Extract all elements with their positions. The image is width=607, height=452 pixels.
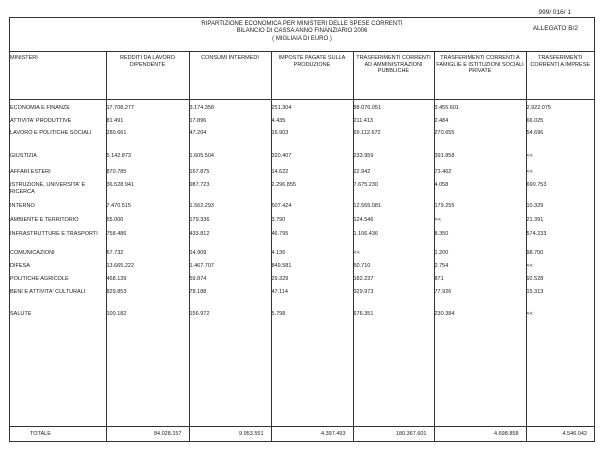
- table-cell-value: 16.903: [271, 130, 289, 136]
- table-cell-value: 1.467.707: [189, 263, 214, 269]
- table-cell-value: 8.350: [434, 231, 449, 237]
- table-cell-value: 47.204: [189, 130, 207, 136]
- ministero-name: INTERNO: [10, 203, 35, 209]
- table-cell-value: 7.675.230: [353, 182, 378, 188]
- column-trasf-imprese: [526, 100, 594, 427]
- table-cell-value: 676.351: [353, 311, 374, 317]
- table-cell-value: 67.732: [106, 250, 124, 256]
- column-header-trasf-famiglie: TRASFERIMENTI CORRENTI A FAMIGLIE E ISTITUZIONI SOCIALI PRIVATE: [434, 52, 526, 100]
- column-trasf-amm-pubbliche: [353, 100, 434, 427]
- page-code: 999/ 016/ 1: [538, 9, 571, 16]
- table-cell-value: 230.384: [434, 311, 455, 317]
- ministero-name: ISTRUZIONE, UNIVERSITA' E RICERCA: [10, 182, 86, 195]
- table-cell-value: 17.896: [189, 118, 207, 124]
- totale-label: TOTALE: [10, 427, 106, 442]
- table-cell-value: 280.661: [106, 130, 127, 136]
- header-row: [10, 52, 594, 100]
- table-cell-value: 329.973: [353, 289, 374, 295]
- table-cell-value: 54.696: [526, 130, 544, 136]
- body-row: [10, 100, 594, 427]
- ministero-name: INFRASTRUTTURE E TRASPORTI: [10, 231, 98, 237]
- table-cell-value: 50.710: [353, 263, 371, 269]
- table-cell-value: 4.435: [271, 118, 286, 124]
- column-header-trasf-imprese: TRASFERIMENTI CORRENTI A IMPRESE: [526, 52, 594, 100]
- table-cell-value: <<: [526, 263, 533, 269]
- document-frame: [9, 17, 595, 442]
- totale-value: 4.546.042: [526, 427, 594, 442]
- ministero-name: LAVORO E POLITICHE SOCIALI: [10, 130, 92, 136]
- table-cell-value: 66.025: [526, 118, 544, 124]
- totale-value: 4.397.493: [271, 427, 353, 442]
- column-header-imposte: IMPOSTE PAGATE SULLA PRODUZIONE: [271, 52, 353, 100]
- table-cell-value: 1.106.436: [353, 231, 378, 237]
- table-cell-value: 12.565.081: [353, 203, 382, 209]
- table-cell-value: 758.486: [106, 231, 127, 237]
- table-cell-value: 433.812: [189, 231, 210, 237]
- table-cell-value: 987.723: [189, 182, 210, 188]
- table-cell-value: <<: [526, 169, 533, 175]
- table-cell-value: 21.391: [526, 217, 544, 223]
- ministero-name: POLITICHE AGRICOLE: [10, 276, 69, 282]
- totale-value: 180.367.601: [353, 427, 434, 442]
- table-cell-value: <<: [526, 311, 533, 317]
- table-cell-value: 391.858: [434, 153, 455, 159]
- ministero-name: ECONOMIA E FINANZE: [10, 105, 70, 111]
- table-cell-value: 98.700: [526, 250, 544, 256]
- ministero-name: AMBIENTE E TERRITORIO: [10, 217, 79, 223]
- ministero-name: DIFESA: [10, 263, 30, 269]
- table-cell-value: 55.000: [106, 217, 124, 223]
- totale-value: 9.953.551: [189, 427, 271, 442]
- table-cell-value: 182.237: [353, 276, 374, 282]
- table-cell-value: 2.484: [434, 118, 449, 124]
- column-redditi: [106, 100, 189, 427]
- allegato-label: ALLEGATO B/2: [532, 25, 578, 32]
- table-cell-value: 5.798: [271, 311, 286, 317]
- table-cell-value: <<: [526, 153, 533, 159]
- column-ministeri: [10, 100, 106, 427]
- table-cell-value: 1.200: [434, 250, 449, 256]
- table-cell-value: 14.909: [189, 250, 207, 256]
- table-cell-value: 179.336: [189, 217, 210, 223]
- table-cell-value: 81.491: [106, 118, 124, 124]
- table-cell-value: 167.875: [189, 169, 210, 175]
- ministero-name: COMUNICAZIONI: [10, 250, 55, 256]
- table-cell-value: 871: [434, 276, 444, 282]
- table-cell-value: 1.605.504: [189, 153, 214, 159]
- title-line-1: RIPARTIZIONE ECONOMICA PER MINISTERI DELLE SPESE CORRENTI: [201, 21, 403, 27]
- totale-value: 4.698.858: [434, 427, 526, 442]
- table-cell-value: 46.795: [271, 231, 289, 237]
- table-cell-value: 73.462: [434, 169, 452, 175]
- ministero-name: GIUSTIZIA: [10, 153, 37, 159]
- expenditure-table: [10, 52, 594, 441]
- column-imposte: [271, 100, 353, 427]
- table-cell-value: 78.188: [189, 289, 207, 295]
- table-cell-value: 4.136: [271, 250, 286, 256]
- table-cell-value: 3.174.358: [189, 105, 214, 111]
- table-cell-value: <<: [434, 217, 441, 223]
- table-cell-value: 59.874: [189, 276, 207, 282]
- column-trasf-famiglie: [434, 100, 526, 427]
- table-cell-value: 15.313: [526, 289, 544, 295]
- table-cell-value: 251.304: [271, 105, 292, 111]
- document-title: [10, 21, 594, 43]
- table-cell-value: 22.942: [353, 169, 371, 175]
- table-cell-value: 2.754: [434, 263, 449, 269]
- table-cell-value: 47.114: [271, 289, 288, 295]
- column-consumi: [189, 100, 271, 427]
- totale-row: [10, 427, 594, 442]
- table-cell-value: <<: [353, 250, 360, 256]
- table-cell-value: 36.528.941: [106, 182, 135, 188]
- ministero-name: AFFARI ESTERI: [10, 169, 51, 175]
- column-header-trasf-amm-pubbliche: TRASFERIMENTI CORRENTI AD AMMINISTRAZIONI PUBBLICHE: [353, 52, 434, 100]
- table-cell-value: 690.753: [526, 182, 547, 188]
- table-cell-value: 468.139: [106, 276, 127, 282]
- table-cell-value: 1.562.293: [189, 203, 214, 209]
- table-cell-value: 156.972: [189, 311, 210, 317]
- table-cell-value: 211.413: [353, 118, 373, 124]
- table-cell-value: 92.528: [526, 276, 544, 282]
- table-cell-value: 2.922.075: [526, 105, 551, 111]
- table-cell-value: 829.853: [106, 289, 127, 295]
- table-cell-value: 179.255: [434, 203, 455, 209]
- table-cell-value: 4.058: [434, 182, 449, 188]
- table-cell-value: 320.407: [271, 153, 292, 159]
- column-header-redditi: REDDITI DA LAVORO DIPENDENTE: [106, 52, 189, 100]
- table-cell-value: 77.926: [434, 289, 452, 295]
- table-cell-value: 3.790: [271, 217, 286, 223]
- table-cell-value: 17.708.277: [106, 105, 135, 111]
- document-header: [10, 18, 594, 52]
- table-cell-value: 870.785: [106, 169, 127, 175]
- table-cell-value: 233.959: [353, 153, 374, 159]
- table-cell-value: 574.233: [526, 231, 547, 237]
- ministero-name: SALUTE: [10, 311, 32, 317]
- table-cell-value: 29.329: [271, 276, 289, 282]
- table-cell-value: 124.546: [353, 217, 374, 223]
- title-line-3: ( MIGLIAIA DI EURO ): [272, 35, 332, 42]
- totale-value: 84.028.157: [106, 427, 189, 442]
- table-cell-value: 69.112.672: [353, 130, 381, 136]
- table-cell-value: 88.076.051: [353, 105, 382, 111]
- table-cell-value: 3.455.601: [434, 105, 459, 111]
- table-cell-value: 2.296.855: [271, 182, 296, 188]
- ministero-name: ATTIVITA' PRODUTTIVE: [10, 118, 72, 124]
- table-cell-value: 270.655: [434, 130, 455, 136]
- table-cell-value: 5.142.873: [106, 153, 131, 159]
- table-cell-value: 849.581: [271, 263, 292, 269]
- ministero-name: BENI E ATTIVITA' CULTURALI: [10, 289, 86, 295]
- table-cell-value: 507.424: [271, 203, 292, 209]
- table-cell-value: 7.470.515: [106, 203, 131, 209]
- column-header-ministeri: MINISTERI: [10, 52, 106, 100]
- column-header-consumi: CONSUMI INTERMEDI: [189, 52, 271, 100]
- table-cell-value: 13.665.222: [106, 263, 135, 269]
- table-cell-value: 100.182: [106, 311, 127, 317]
- table-cell-value: 14.622: [271, 169, 289, 175]
- table-cell-value: 10.329: [526, 203, 544, 209]
- title-line-2: BILANCIO DI CASSA ANNO FINANZIARIO 2006: [236, 28, 368, 35]
